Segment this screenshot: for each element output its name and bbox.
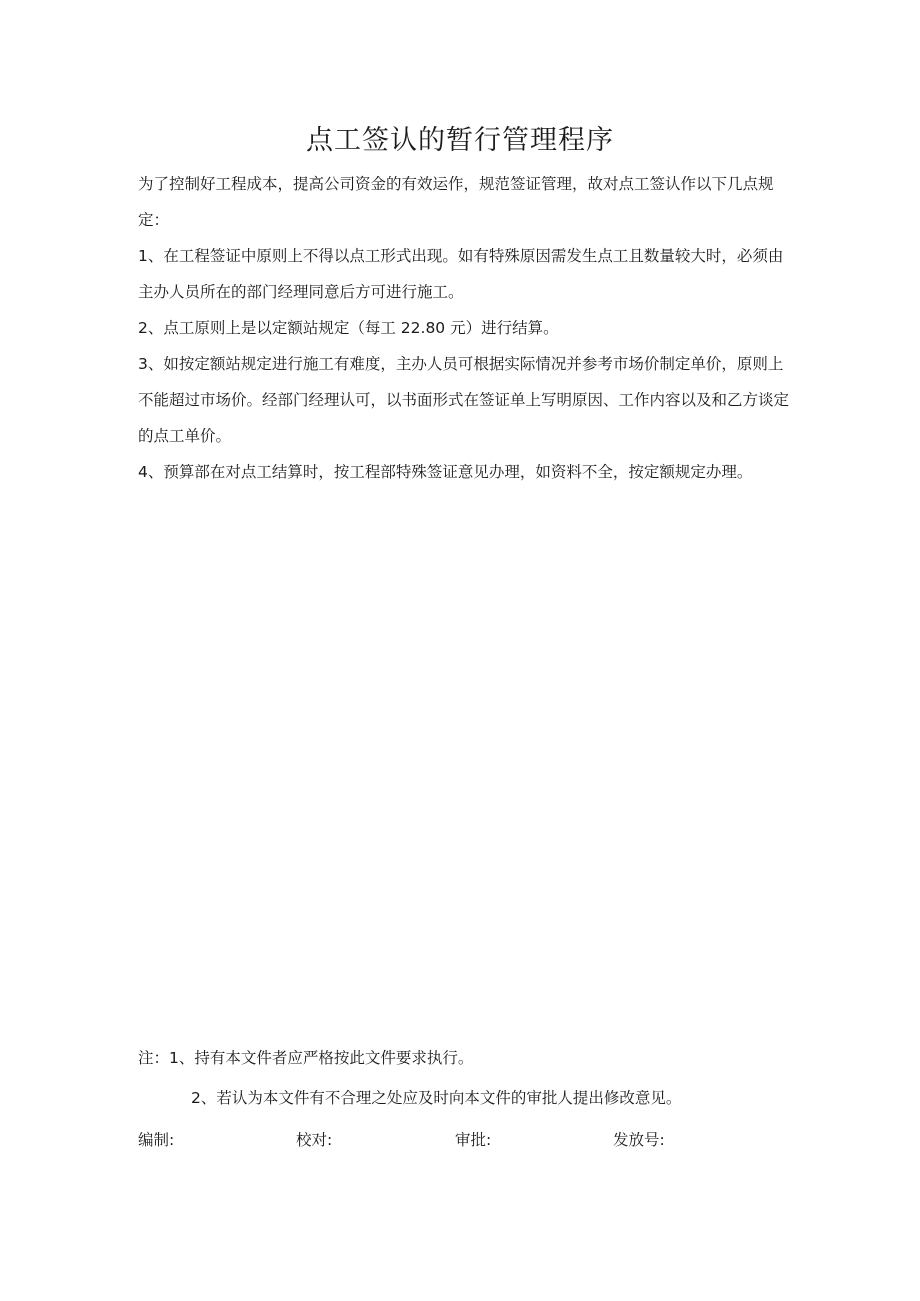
notes-section bbox=[138, 1038, 818, 1118]
intro-paragraph: 为了控制好工程成本，提高公司资金的有效运作，规范签证管理，故对点工签认作以下几点规定： bbox=[138, 175, 774, 229]
note-1: 注：1、持有本文件者应严格按此文件要求执行。 bbox=[138, 1049, 474, 1067]
rule-3-paragraph: 3、如按定额站规定进行施工有难度，主办人员可根据实际情况并参考市场价制定单价，原则上不能超过市场价。经部门经理认可，以书面形式在签证单上写明原因、工作内容以及和乙方谈定的点工单价。 bbox=[138, 355, 790, 445]
checked-by-label: 校对: bbox=[296, 1131, 333, 1149]
note-2: 2、若认为本文件有不合理之处应及时向本文件的审批人提出修改意见。 bbox=[191, 1089, 682, 1107]
issue-number-label: 发放号: bbox=[613, 1131, 665, 1149]
rule-1-paragraph: 1、在工程签证中原则上不得以点工形式出现。如有特殊原因需发生点工且数量较大时，必须由主办人员所在的部门经理同意后方可进行施工。 bbox=[138, 247, 784, 301]
document-body bbox=[138, 166, 798, 490]
document-title: 点工签认的暂行管理程序 bbox=[306, 125, 614, 156]
rule-2-paragraph: 2、点工原则上是以定额站规定（每工 22.80 元）进行结算。 bbox=[138, 319, 559, 337]
approved-by-label: 审批: bbox=[455, 1131, 492, 1149]
rule-4-paragraph: 4、预算部在对点工结算时，按工程部特殊签证意见办理，如资料不全，按定额规定办理。 bbox=[138, 463, 753, 481]
prepared-by-label: 编制: bbox=[138, 1131, 175, 1149]
